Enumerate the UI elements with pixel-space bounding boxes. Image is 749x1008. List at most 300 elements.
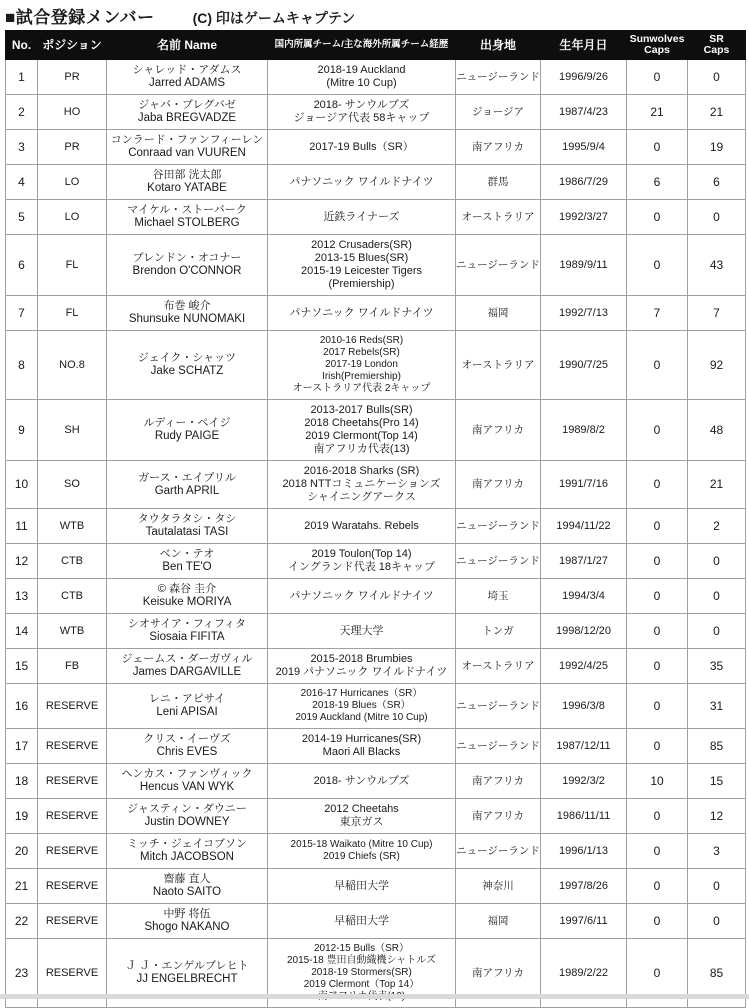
team-line: 2019 Waratahs. Rebels (304, 519, 419, 532)
cell-name (107, 130, 268, 165)
player-row (6, 614, 746, 649)
cell-no: 23 (6, 939, 38, 1008)
player-name-ja: © 森谷 圭介 (157, 583, 217, 595)
cell-no: 9 (6, 400, 38, 461)
cell-position: SH (38, 400, 107, 461)
cell-birthplace: ジョージア (456, 95, 541, 130)
roster-table (5, 30, 746, 1008)
cell-teams (268, 331, 456, 400)
header-row (6, 31, 746, 60)
player-row (6, 509, 746, 544)
team-line: 2017-19 London (325, 359, 398, 370)
cell-position: FB (38, 649, 107, 684)
cell-birthplace: 南アフリカ (456, 764, 541, 799)
cell-teams (268, 614, 456, 649)
cell-sunwolves-caps: 0 (627, 869, 688, 904)
player-name-en: Siosaia FIFITA (149, 631, 225, 643)
player-row (6, 461, 746, 509)
team-line: 南アフリカ代表(13) (313, 443, 410, 455)
team-line: 2018-19 Blues（SR） (312, 700, 411, 711)
cell-no: 12 (6, 544, 38, 579)
player-name-en: JJ ENGELBRECHT (136, 973, 238, 985)
cell-birthplace: オーストラリア (456, 649, 541, 684)
team-line: イングランド代表 18キャップ (287, 561, 436, 573)
captain-note: (C) 印はゲームキャプテン (192, 10, 356, 26)
col-header-sr_caps: SR Caps (688, 31, 746, 60)
cell-sr-caps: 15 (688, 764, 746, 799)
player-row (6, 869, 746, 904)
player-row (6, 649, 746, 684)
cell-dob: 1992/3/27 (541, 200, 627, 235)
cell-teams (268, 544, 456, 579)
player-name-en: Kotaro YATABE (147, 182, 227, 194)
cell-sr-caps: 48 (688, 400, 746, 461)
cell-teams (268, 904, 456, 939)
player-name-en: Garth APRIL (154, 484, 220, 497)
player-name-en: Rudy PAIGE (154, 430, 220, 442)
cell-sr-caps: 12 (688, 799, 746, 834)
player-name-ja: 布巻 峻介 (163, 300, 211, 312)
cell-dob: 1997/8/26 (541, 869, 627, 904)
cell-no: 14 (6, 614, 38, 649)
team-line: 2018 NTTコミュニケーションズ (282, 478, 441, 490)
cell-name (107, 834, 268, 869)
cell-sr-caps: 0 (688, 60, 746, 95)
player-name-en: Brendon O'CONNOR (132, 265, 242, 277)
cell-teams (268, 834, 456, 869)
player-name-ja: ヘンカス・ファンヴィック (121, 768, 253, 780)
team-line: 2015-2018 Brumbies (310, 653, 413, 665)
col-header-sunwolves_caps: Sunwolves Caps (627, 31, 688, 60)
table-body (6, 60, 746, 1008)
player-name-en: Conraad van VUUREN (128, 147, 246, 159)
cell-no: 13 (6, 579, 38, 614)
title-row (5, 3, 745, 28)
cell-no: 1 (6, 60, 38, 95)
cell-sunwolves-caps: 0 (627, 509, 688, 544)
player-row (6, 130, 746, 165)
cell-dob: 1992/7/13 (541, 296, 627, 331)
cell-sunwolves-caps: 0 (627, 579, 688, 614)
cell-birthplace: 南アフリカ (456, 939, 541, 1008)
team-line: 2012 Cheetahs (324, 803, 399, 815)
team-line: 天理大学 (339, 624, 384, 637)
team-line: 2017-19 Bulls（SR） (309, 140, 414, 153)
cell-no: 6 (6, 235, 38, 296)
player-row (6, 904, 746, 939)
cell-sr-caps: 7 (688, 296, 746, 331)
cell-birthplace: ニュージーランド (456, 729, 541, 764)
cell-sr-caps: 21 (688, 461, 746, 509)
cell-sunwolves-caps: 0 (627, 939, 688, 1008)
cell-sunwolves-caps: 0 (627, 649, 688, 684)
player-name-en: Jaba BREGVADZE (137, 112, 237, 124)
cell-sunwolves-caps: 0 (627, 904, 688, 939)
cell-sunwolves-caps: 0 (627, 834, 688, 869)
cell-teams (268, 649, 456, 684)
cell-position: LO (38, 200, 107, 235)
team-line: ジョージア代表 58キャップ (293, 112, 430, 124)
team-line: 近鉄ライナーズ (323, 210, 400, 223)
cell-position: FL (38, 235, 107, 296)
cell-sunwolves-caps: 0 (627, 729, 688, 764)
cell-teams (268, 200, 456, 235)
cell-sr-caps: 92 (688, 331, 746, 400)
player-row (6, 764, 746, 799)
cell-no: 17 (6, 729, 38, 764)
cell-teams (268, 60, 456, 95)
cell-sunwolves-caps: 0 (627, 799, 688, 834)
team-line: 東京ガス (339, 816, 384, 828)
page-title: ■試合登録メンバー (5, 8, 155, 27)
player-name-ja: マイケル・ストーバーク (127, 204, 247, 216)
cell-sr-caps: 0 (688, 200, 746, 235)
player-name-ja: コンラード・ファンフィーレン (110, 134, 264, 146)
team-line: 2019 Chiefs (SR) (323, 851, 400, 862)
cell-no: 5 (6, 200, 38, 235)
cell-position: SO (38, 461, 107, 509)
cell-sr-caps: 35 (688, 649, 746, 684)
cell-no: 18 (6, 764, 38, 799)
team-line: 2012-15 Bulls（SR） (313, 943, 410, 954)
cell-position: FL (38, 296, 107, 331)
player-name-ja: ベン・テオ (159, 548, 215, 560)
player-name-en: Hencus VAN WYK (139, 781, 235, 793)
cell-dob: 1996/1/13 (541, 834, 627, 869)
player-name-en: Justin DOWNEY (144, 816, 230, 828)
cell-name (107, 649, 268, 684)
player-row (6, 95, 746, 130)
player-name-en: Naoto SAITO (152, 886, 222, 898)
team-line: 2017 Rebels(SR) (323, 347, 400, 358)
cell-dob: 1995/9/4 (541, 130, 627, 165)
cell-position: PR (38, 60, 107, 95)
cell-no: 15 (6, 649, 38, 684)
cell-birthplace: 福岡 (456, 904, 541, 939)
col-header-dob: 生年月日 (541, 31, 627, 60)
player-name-ja: 中野 将伍 (163, 908, 211, 920)
cell-dob: 1989/8/2 (541, 400, 627, 461)
cell-name (107, 764, 268, 799)
cell-position: LO (38, 165, 107, 200)
col-header-name: 名前 Name (107, 31, 268, 60)
player-row (6, 165, 746, 200)
cell-sunwolves-caps: 0 (627, 684, 688, 729)
player-row (6, 579, 746, 614)
cell-sunwolves-caps: 0 (627, 331, 688, 400)
cell-birthplace: 神奈川 (456, 869, 541, 904)
cell-name (107, 729, 268, 764)
cell-name (107, 400, 268, 461)
cell-sr-caps: 0 (688, 904, 746, 939)
player-name-en: Leni APISAI (156, 706, 218, 718)
player-name-en: Michael STOLBERG (134, 217, 240, 229)
cell-position: RESERVE (38, 729, 107, 764)
cell-no: 21 (6, 869, 38, 904)
team-line: 2018-19 Auckland (317, 64, 406, 76)
cell-birthplace: ニュージーランド (456, 834, 541, 869)
player-name-ja: シオサイア・フィフィタ (127, 618, 247, 630)
cell-sr-caps: 85 (688, 939, 746, 1008)
cell-teams (268, 509, 456, 544)
cell-sr-caps: 2 (688, 509, 746, 544)
player-name-ja: ジェイク・シャッツ (137, 352, 237, 364)
player-row (6, 400, 746, 461)
cell-name (107, 60, 268, 95)
cell-birthplace: 南アフリカ (456, 799, 541, 834)
cell-dob: 1989/2/22 (541, 939, 627, 1008)
cell-teams (268, 799, 456, 834)
team-line: 2019 Auckland (Mitre 10 Cup) (295, 712, 428, 723)
cell-dob: 1986/11/11 (541, 799, 627, 834)
team-line: 2018 Cheetahs(Pro 14) (304, 417, 419, 429)
cell-name (107, 614, 268, 649)
player-name-ja: ジャスティン・ダウニー (127, 803, 247, 815)
cell-sunwolves-caps: 0 (627, 130, 688, 165)
cell-dob: 1991/7/16 (541, 461, 627, 509)
cell-name (107, 544, 268, 579)
team-line: 2015-18 Waikato (Mitre 10 Cup) (290, 839, 433, 850)
cell-position: HO (38, 95, 107, 130)
player-row (6, 684, 746, 729)
team-line: 2015-19 Leicester Tigers (300, 265, 423, 277)
cell-sr-caps: 0 (688, 579, 746, 614)
cell-birthplace: 南アフリカ (456, 130, 541, 165)
player-name-ja: ジェームス・ダーガヴィル (121, 653, 253, 665)
cell-teams (268, 130, 456, 165)
cell-birthplace: トンガ (456, 614, 541, 649)
cell-name (107, 200, 268, 235)
team-line: 2014-19 Hurricanes(SR) (301, 733, 422, 745)
cell-dob: 1986/7/29 (541, 165, 627, 200)
cell-dob: 1987/1/27 (541, 544, 627, 579)
cell-no: 22 (6, 904, 38, 939)
cell-sr-caps: 19 (688, 130, 746, 165)
team-line: パナソニック ワイルドナイツ (289, 589, 434, 602)
cell-position: RESERVE (38, 904, 107, 939)
col-header-no: No. (6, 31, 38, 60)
cell-sunwolves-caps: 21 (627, 95, 688, 130)
cell-teams (268, 684, 456, 729)
player-name-ja: Ｊ Ｊ・エンゲルブレヒト (125, 960, 249, 972)
cell-position: RESERVE (38, 869, 107, 904)
player-name-ja: ガース・エイプリル (138, 471, 236, 484)
cell-dob: 1987/12/11 (541, 729, 627, 764)
cell-name (107, 331, 268, 400)
cell-no: 7 (6, 296, 38, 331)
player-name-ja: ジャバ・ブレグバゼ (138, 99, 236, 111)
cell-sr-caps: 43 (688, 235, 746, 296)
cell-name (107, 869, 268, 904)
player-name-en: James DARGAVILLE (132, 666, 242, 678)
cell-teams (268, 235, 456, 296)
cell-position: RESERVE (38, 799, 107, 834)
col-header-teams: 国内所属チーム/主な海外所属チーム経歴 (268, 31, 456, 60)
cell-dob: 1987/4/23 (541, 95, 627, 130)
cell-sunwolves-caps: 0 (627, 544, 688, 579)
player-name-ja: タウタラタシ・タシ (137, 513, 237, 525)
cell-dob: 1996/3/8 (541, 684, 627, 729)
cell-dob: 1992/4/25 (541, 649, 627, 684)
cell-sr-caps: 21 (688, 95, 746, 130)
team-line: Irish(Premiership) (322, 371, 401, 382)
cell-position: RESERVE (38, 834, 107, 869)
cell-birthplace: ニュージーランド (456, 235, 541, 296)
table-header (6, 31, 746, 60)
cell-teams (268, 869, 456, 904)
team-line: 2010-16 Reds(SR) (319, 335, 404, 346)
player-name-ja: 谷田部 洸太郎 (152, 169, 222, 181)
cell-dob: 1996/9/26 (541, 60, 627, 95)
cell-sunwolves-caps: 0 (627, 400, 688, 461)
player-row (6, 331, 746, 400)
cell-sunwolves-caps: 0 (627, 60, 688, 95)
cell-name (107, 684, 268, 729)
cell-position: RESERVE (38, 684, 107, 729)
cell-teams (268, 95, 456, 130)
cell-teams (268, 400, 456, 461)
cell-name (107, 509, 268, 544)
cell-teams (268, 165, 456, 200)
team-line: 早稲田大学 (334, 914, 389, 927)
cell-name (107, 296, 268, 331)
cell-teams (268, 764, 456, 799)
team-line: 2019 Clermont(Top 14) (305, 430, 418, 442)
cell-sr-caps: 31 (688, 684, 746, 729)
cell-no: 11 (6, 509, 38, 544)
col-header-birthplace: 出身地 (456, 31, 541, 60)
team-line: 2016-2018 Sharks (SR) (303, 465, 420, 477)
player-name-en: Mitch JACOBSON (140, 851, 234, 863)
cell-sunwolves-caps: 0 (627, 614, 688, 649)
cell-birthplace: 群馬 (456, 165, 541, 200)
cell-sr-caps: 85 (688, 729, 746, 764)
team-line: 2019 Clermont（Top 14） (303, 979, 420, 990)
player-name-en: Chris EVES (156, 746, 218, 758)
team-line: Maori All Blacks (322, 746, 401, 758)
cell-position: NO.8 (38, 331, 107, 400)
cell-birthplace: 南アフリカ (456, 461, 541, 509)
team-line: 2018-19 Stormers(SR) (311, 967, 412, 978)
team-line: 2019 パナソニック ワイルドナイツ (275, 666, 448, 678)
cell-name (107, 904, 268, 939)
team-line: (Mitre 10 Cup) (326, 77, 397, 89)
cell-name (107, 799, 268, 834)
player-name-ja: 齋藤 直人 (163, 873, 211, 885)
cell-position: CTB (38, 544, 107, 579)
player-name-ja: シャレッド・アダムス (132, 64, 242, 76)
cell-no: 10 (6, 461, 38, 509)
player-name-en: Shogo NAKANO (144, 921, 230, 933)
player-name-en: Jake SCHATZ (150, 365, 224, 377)
cell-dob: 1990/7/25 (541, 331, 627, 400)
cell-birthplace: 埼玉 (456, 579, 541, 614)
cell-sr-caps: 0 (688, 614, 746, 649)
cell-dob: 1994/3/4 (541, 579, 627, 614)
cell-birthplace: ニュージーランド (456, 544, 541, 579)
cell-position: WTB (38, 509, 107, 544)
cell-no: 16 (6, 684, 38, 729)
player-name-ja: レニ・アピサイ (148, 693, 226, 705)
player-name-en: Shunsuke NUNOMAKI (128, 313, 246, 325)
cell-dob: 1992/3/2 (541, 764, 627, 799)
player-name-ja: ルディー・ペイジ (143, 417, 231, 429)
player-row (6, 799, 746, 834)
player-name-en: Tautalatasi TASI (145, 526, 229, 538)
cell-sr-caps: 0 (688, 544, 746, 579)
cell-sunwolves-caps: 0 (627, 200, 688, 235)
cell-birthplace: 南アフリカ (456, 400, 541, 461)
team-line: 2018- サンウルブズ (313, 774, 410, 787)
team-line: (Premiership) (328, 278, 395, 290)
cell-no: 8 (6, 331, 38, 400)
cell-teams (268, 579, 456, 614)
team-line: 2015-18 豊田自動織機シャトルズ (287, 955, 436, 966)
cell-sunwolves-caps: 6 (627, 165, 688, 200)
cell-position: RESERVE (38, 939, 107, 1008)
cell-sunwolves-caps: 7 (627, 296, 688, 331)
player-row (6, 544, 746, 579)
team-line: 2016-17 Hurricanes（SR） (300, 688, 423, 699)
cell-no: 19 (6, 799, 38, 834)
cell-dob: 1989/9/11 (541, 235, 627, 296)
cell-teams (268, 296, 456, 331)
cell-no: 20 (6, 834, 38, 869)
cell-position: WTB (38, 614, 107, 649)
player-name-en: Ben TE'O (162, 561, 212, 573)
cell-sr-caps: 3 (688, 834, 746, 869)
cell-dob: 1998/12/20 (541, 614, 627, 649)
team-line: パナソニック ワイルドナイツ (289, 306, 434, 319)
cell-sunwolves-caps: 10 (627, 764, 688, 799)
cell-no: 3 (6, 130, 38, 165)
cell-birthplace: ニュージーランド (456, 60, 541, 95)
player-name-ja: ブレンドン・オコナー (132, 252, 242, 264)
team-line: 2019 Toulon(Top 14) (311, 548, 412, 560)
cell-birthplace: オーストラリア (456, 200, 541, 235)
cell-sunwolves-caps: 0 (627, 461, 688, 509)
cell-sunwolves-caps: 0 (627, 235, 688, 296)
team-line: シャイニングアークス (307, 491, 416, 503)
cell-name (107, 579, 268, 614)
player-name-ja: ミッチ・ジェイコブソン (126, 838, 248, 850)
cell-position: PR (38, 130, 107, 165)
cell-dob: 1997/6/11 (541, 904, 627, 939)
player-row (6, 729, 746, 764)
team-line: 2018- サンウルブズ (313, 99, 410, 111)
player-row (6, 60, 746, 95)
team-line: 早稲田大学 (334, 879, 389, 892)
cell-birthplace: オーストラリア (456, 331, 541, 400)
player-name-ja: クリス・イーヴズ (143, 733, 231, 745)
cell-teams (268, 461, 456, 509)
cell-sr-caps: 6 (688, 165, 746, 200)
cell-birthplace: ニュージーランド (456, 684, 541, 729)
cell-no: 4 (6, 165, 38, 200)
cell-dob: 1994/11/22 (541, 509, 627, 544)
player-row (6, 834, 746, 869)
cell-sr-caps: 0 (688, 869, 746, 904)
team-line: 2013-15 Blues(SR) (314, 252, 409, 264)
player-row (6, 235, 746, 296)
player-name-en: Jarred ADAMS (148, 77, 226, 89)
cell-position: RESERVE (38, 764, 107, 799)
cell-name (107, 95, 268, 130)
cell-no: 2 (6, 95, 38, 130)
cell-name (107, 235, 268, 296)
cell-birthplace: ニュージーランド (456, 509, 541, 544)
team-line: 2012 Crusaders(SR) (311, 239, 412, 251)
